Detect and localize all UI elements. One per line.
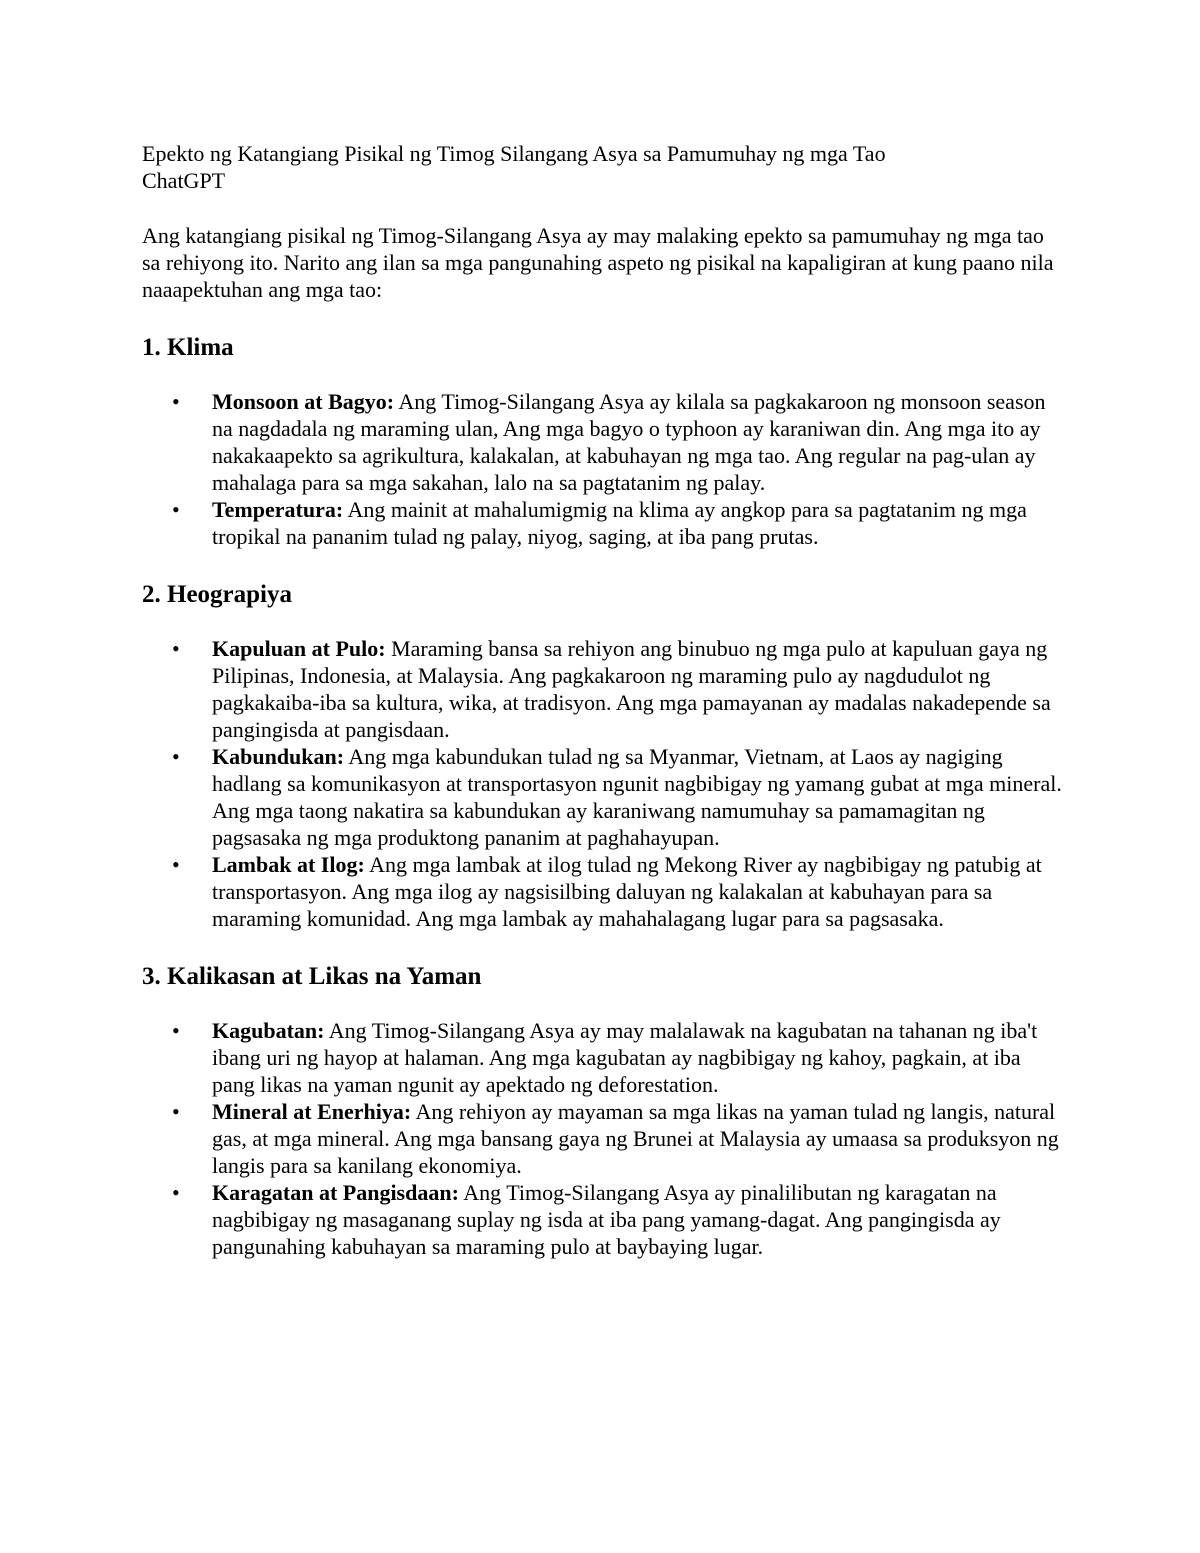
list-item xyxy=(142,496,1062,550)
bullet-list xyxy=(142,635,1062,932)
bullet-icon: • xyxy=(172,389,180,414)
document-title: Epekto ng Katangiang Pisikal ng Timog Silangang Asya sa Pamumuhay ng mga Tao xyxy=(142,141,886,166)
section-heading: 1. Klima xyxy=(142,334,234,361)
list-item xyxy=(142,1098,1062,1179)
item-text: Ang Timog-Silangang Asya ay kilala sa pagkakaroon ng monsoon season na nagdadala ng maraming ulan, Ang mga bagyo o typhoon ay karaniwan din. Ang mga ito ay nakakaapekto sa agrikultura, kalakalan, at kabuhayan ng mga tao. Ang regular na pag-ulan ay mahalaga para sa mga sakahan, lalo na sa pagtatanim ng palay. xyxy=(212,389,1046,495)
document-source: ChatGPT xyxy=(142,168,226,193)
item-text: Maraming bansa sa rehiyon ang binubuo ng mga pulo at kapuluan gaya ng Pilipinas, Indonesia, at Malaysia. Ang pagkakaroon ng maraming pulo ay nagdudulot ng pagkakaiba-iba sa kultura, wika, at tradisyon. Ang mga pamayanan ay madalas nakadepende sa pangingisda at pangisdaan. xyxy=(212,636,1051,742)
list-item xyxy=(142,1179,1062,1260)
bullet-list xyxy=(142,1017,1062,1260)
bullet-icon: • xyxy=(172,497,180,522)
item-text: Ang rehiyon ay mayaman sa mga likas na yaman tulad ng langis, natural gas, at mga mineral. Ang mga bansang gaya ng Brunei at Malaysia ay umaasa sa produksyon ng langis para sa kanilang ekonomiya. xyxy=(212,1099,1059,1178)
item-term: Kabundukan: xyxy=(212,744,345,769)
item-term: Lambak at Ilog: xyxy=(212,852,365,877)
item-term: Mineral at Enerhiya: xyxy=(212,1099,412,1124)
bullet-icon: • xyxy=(172,1099,180,1124)
item-text: Ang mainit at mahalumigmig na klima ay angkop para sa pagtatanim ng mga tropikal na pananim tulad ng palay, niyog, saging, at iba pang prutas. xyxy=(212,497,1027,549)
list-item xyxy=(142,743,1062,851)
item-text: Ang mga kabundukan tulad ng sa Myanmar, Vietnam, at Laos ay nagiging hadlang sa komunikasyon at transportasyon ngunit nagbibigay ng yamang gubat at mga mineral. Ang mga taong nakatira sa kabundukan ay karaniwang namumuhay sa pamamagitan ng pagsasaka ng mga produktong pananim at paghahayupan. xyxy=(212,744,1062,850)
section-heading: 2. Heograpiya xyxy=(142,581,292,608)
list-item xyxy=(142,635,1062,743)
item-term: Temperatura: xyxy=(212,497,344,522)
section-kalikasan xyxy=(142,962,1062,1260)
bullet-icon: • xyxy=(172,852,180,877)
list-item xyxy=(142,388,1062,496)
list-item xyxy=(142,1017,1062,1098)
item-term: Kagubatan: xyxy=(212,1018,325,1043)
bullet-list xyxy=(142,388,1062,550)
document-page xyxy=(142,140,1062,1260)
section-klima xyxy=(142,333,1062,550)
bullet-icon: • xyxy=(172,636,180,661)
item-text: Ang Timog-Silangang Asya ay may malalawak na kagubatan na tahanan ng iba't ibang uri ng hayop at halaman. Ang mga kagubatan ay nagbibigay ng kahoy, pagkain, at iba pang likas na yaman ngunit ay apektado ng deforestation. xyxy=(212,1018,1038,1097)
section-heograpiya xyxy=(142,580,1062,932)
item-term: Karagatan at Pangisdaan: xyxy=(212,1180,459,1205)
item-term: Kapuluan at Pulo: xyxy=(212,636,386,661)
bullet-icon: • xyxy=(172,1180,180,1205)
intro-paragraph: Ang katangiang pisikal ng Timog-Silangang Asya ay may malaking epekto sa pamumuhay ng mga tao sa rehiyong ito. Narito ang ilan sa mga pangunahing aspeto ng pisikal na kapaligiran at kung paano nila naaapektuhan ang mga tao: xyxy=(142,223,1054,302)
bullet-icon: • xyxy=(172,744,180,769)
item-text: Ang Timog-Silangang Asya ay pinalilibutan ng karagatan na nagbibigay ng masaganang suplay ng isda at iba pang yamang-dagat. Ang pangingisda ay pangunahing kabuhayan sa maraming pulo at baybaying lugar. xyxy=(212,1180,1001,1259)
list-item xyxy=(142,851,1062,932)
item-term: Monsoon at Bagyo: xyxy=(212,389,395,414)
bullet-icon: • xyxy=(172,1018,180,1043)
section-heading: 3. Kalikasan at Likas na Yaman xyxy=(142,963,482,990)
item-text: Ang mga lambak at ilog tulad ng Mekong River ay nagbibigay ng patubig at transportasyon. Ang mga ilog ay nagsisilbing daluyan ng kalakalan at kabuhayan para sa maraming komunidad. Ang mga lambak ay mahahalagang lugar para sa pagsasaka. xyxy=(212,852,1042,931)
